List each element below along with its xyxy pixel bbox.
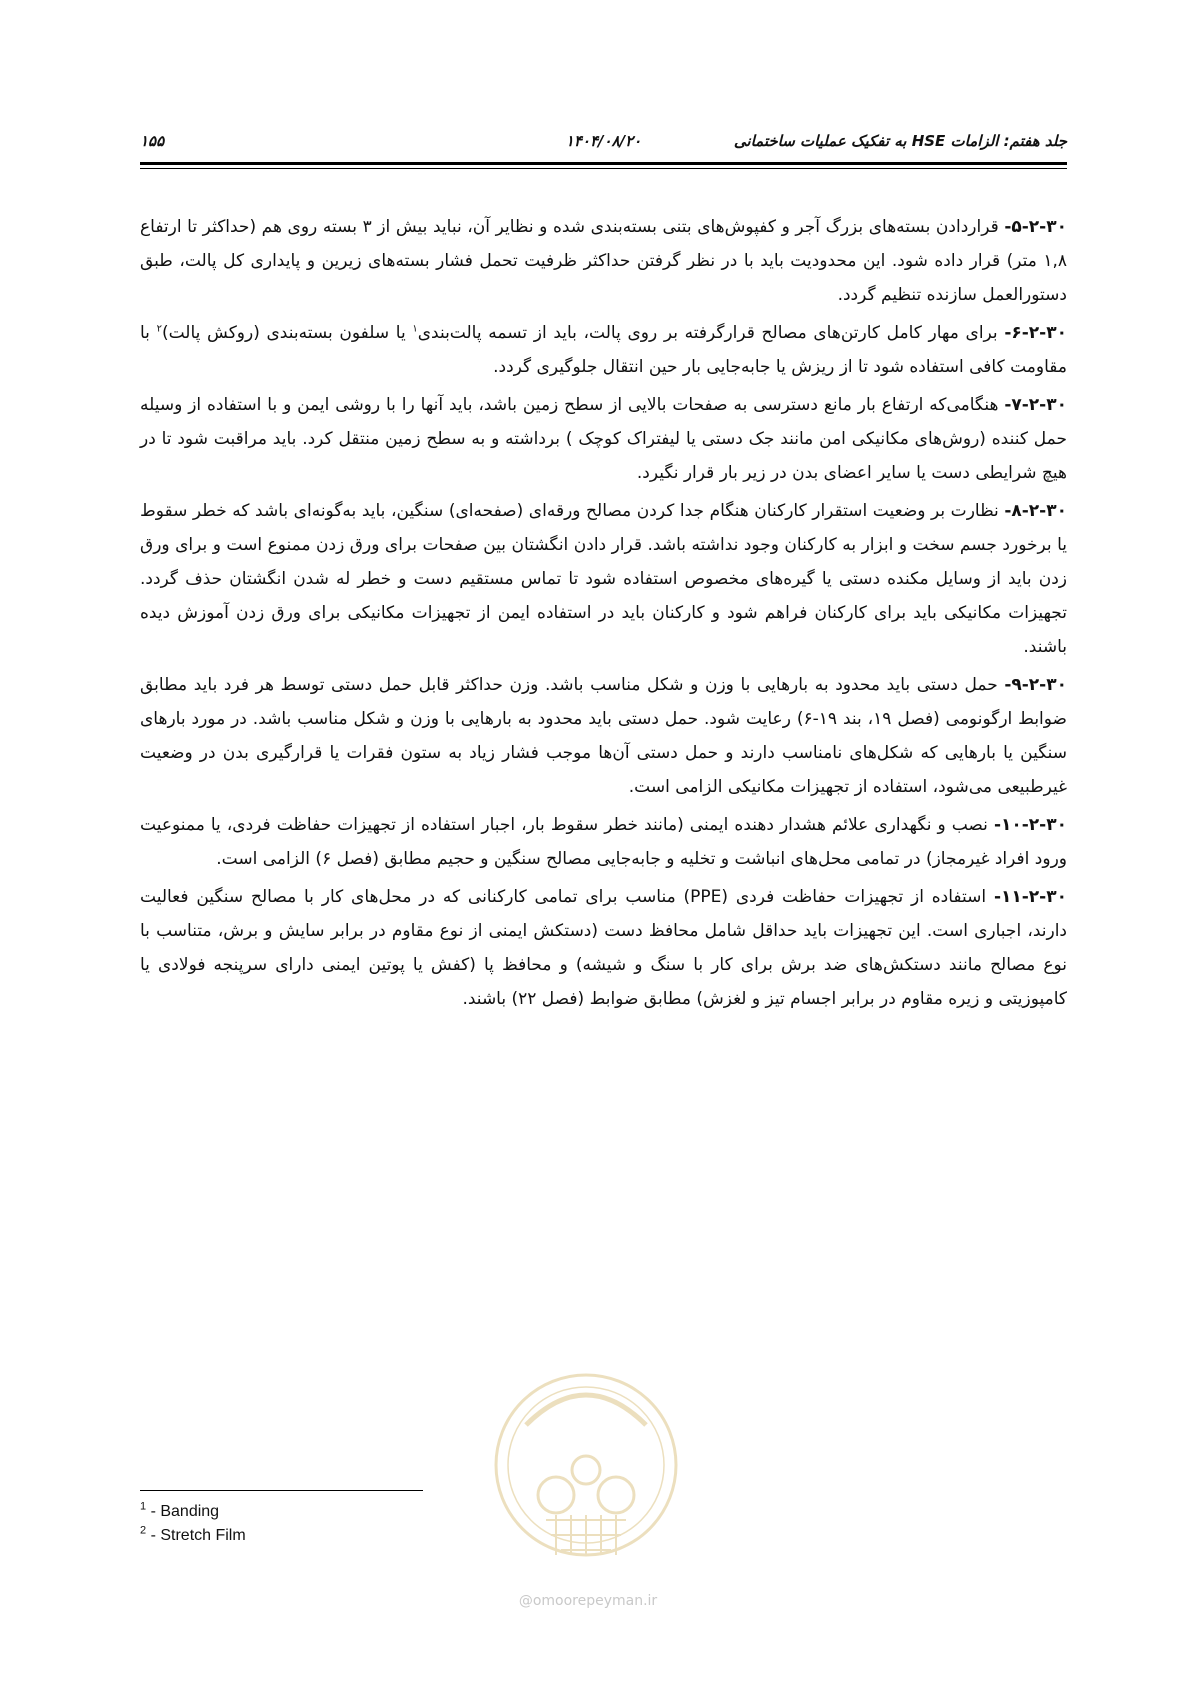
paragraph-text: برای مهار کامل کارتن‌های مصالح قرارگرفته بر روی پالت، باید از تسمه پالت‌بندی [417, 323, 1005, 343]
footnote-ref-2: ۲ [156, 323, 162, 335]
footnote-mark: 1 [140, 1500, 147, 1513]
paragraph-text: یا سلفون بسته‌بندی (روکش پالت) [161, 323, 413, 343]
clause-number: ۶-۲-۳۰- [1004, 323, 1067, 343]
page-number: ۱۵۵ [140, 132, 165, 150]
clause-number: ۸-۲-۳۰- [1004, 501, 1067, 521]
header-date: ۱۴۰۴/۰۸/۲۰ [565, 132, 642, 150]
footnote-2 [140, 1524, 246, 1548]
paragraph-30-2-7 [140, 388, 1067, 490]
footnote-rule [140, 1490, 423, 1491]
footnote-text: - Banding [146, 1503, 220, 1520]
body-content [140, 210, 1067, 1020]
footnote-1 [140, 1500, 246, 1524]
paragraph-30-2-6 [140, 316, 1067, 384]
footnote-ref-1: ۱ [412, 323, 418, 335]
paragraph-text: با مقاومت کافی استفاده شود تا از ریزش یا جابه‌جایی بار حین انتقال جلوگیری گردد. [140, 323, 1067, 377]
paragraph-30-2-11 [140, 880, 1067, 1016]
running-title: جلد هفتم: الزامات HSE به تفکیک عملیات ساختمانی [733, 132, 1067, 150]
clause-number: ۷-۲-۳۰- [1004, 395, 1067, 415]
page-header [140, 128, 1067, 158]
watermark-logo [486, 1345, 686, 1585]
footnote-mark: 2 [140, 1524, 147, 1537]
clause-number: ۱۰-۲-۳۰- [993, 815, 1067, 835]
paragraph-30-2-8 [140, 494, 1067, 664]
paragraph-text: استفاده از تجهیزات حفاظت فردی (PPE) مناسب برای تمامی کارکنانی که در محل‌های کار با مصالح سنگین فعالیت دارند، اجباری است. این تجهیزات باید حداقل شامل محافظ دست (دستکش ایمنی از نوع مقاوم در برابر سایش و برش، متناسب با نوع مصالح مانند دستکش‌های ضد برش برای کار با سنگ و شیشه) و محافظ پا (کفش یا پوتین ایمنی دارای سرپنجه فولادی یا کامپوزیتی و زیره مقاوم در برابر اجسام تیز و لغزش) مطابق ضوابط (فصل ۲۲) باشند. [140, 887, 1067, 1009]
paragraph-text: حمل دستی باید محدود به بارهایی با وزن و شکل مناسب باشد. وزن حداکثر قابل حمل دستی توسط هر فرد باید مطابق ضوابط ارگونومی (فصل ۱۹، بند ۱۹-۶) رعایت شود. حمل دستی باید محدود به بارهایی با وزن و شکل مناسب باشد. در مورد بارهای سنگین یا بارهایی که شکل‌های نامناسب دارند و حمل دستی آن‌ها موجب فشار زیاد به ستون فقرات یا قرارگیری بدن در وضعیت غیرطبیعی می‌شود، استفاده از تجهیزات مکانیکی الزامی است. [140, 675, 1067, 797]
paragraph-30-2-5 [140, 210, 1067, 312]
footnotes [140, 1500, 246, 1548]
header-rule-thick [140, 162, 1067, 165]
paragraph-text: نظارت بر وضعیت استقرار کارکنان هنگام جدا کردن مصالح ورقه‌ای (صفحه‌ای) سنگین، باید به‌گونه‌ای باشد که خطر سقوط یا برخورد جسم سخت و ابزار به کارکنان وجود نداشته باشد. قرار دادن انگشتان بین صفحات برای ورق زدن ممنوع است و برای ورق زدن باید از وسایل مکنده دستی یا گیره‌های مخصوص استفاده شود تا تماس مستقیم دست و خطر له شدن انگشتان حذف گردد. تجهیزات مکانیکی باید برای کارکنان فراهم شود و کارکنان باید در استفاده ایمن از تجهیزات مکانیکی برای ورق زدن آموزش دیده باشند. [140, 501, 1067, 657]
paragraph-text: قراردادن بسته‌های بزرگ آجر و کفپوش‌های بتنی بسته‌بندی شده و نظایر آن، نباید بیش از ۳ بسته روی هم (حداکثر تا ارتفاع ۱,۸ متر) قرار داده شود. این محدودیت باید با در نظر گرفتن حداکثر ظرفیت تحمل فشار بسته‌های زیرین و پایداری کل پالت، طبق دستورالعمل سازنده تنظیم گردد. [140, 217, 1067, 305]
clause-number: ۵-۲-۳۰- [1004, 217, 1067, 237]
paragraph-text: هنگامی‌که ارتفاع بار مانع دسترسی به صفحات بالایی از سطح زمین باشد، باید آنها را با روشی ایمن و با استفاده از وسیله حمل کننده (روش‌های مکانیکی امن مانند جک دستی یا لیفتراک کوچک ) برداشته و به سطح زمین منتقل کرد. باید مراقبت شود تا در هیچ شرایطی دست یا سایر اعضای بدن در زیر بار قرار نگیرد. [140, 395, 1067, 483]
paragraph-30-2-9 [140, 668, 1067, 804]
clause-number: ۹-۲-۳۰- [1004, 675, 1067, 695]
paragraph-30-2-10 [140, 808, 1067, 876]
clause-number: ۱۱-۲-۳۰- [993, 887, 1067, 907]
paragraph-text: نصب و نگهداری علائم هشدار دهنده ایمنی (مانند خطر سقوط بار، اجبار استفاده از تجهیزات حفاظت فردی، یا ممنوعیت ورود افراد غیرمجاز) در تمامی محل‌های انباشت و تخلیه و جابه‌جایی مصالح سنگین و حجیم مطابق (فصل ۶) الزامی است. [140, 815, 1067, 869]
footnote-text: - Stretch Film [146, 1527, 246, 1544]
header-rule-thin [140, 168, 1067, 169]
watermark-site: @omoorepeyman.ir [518, 1593, 658, 1609]
